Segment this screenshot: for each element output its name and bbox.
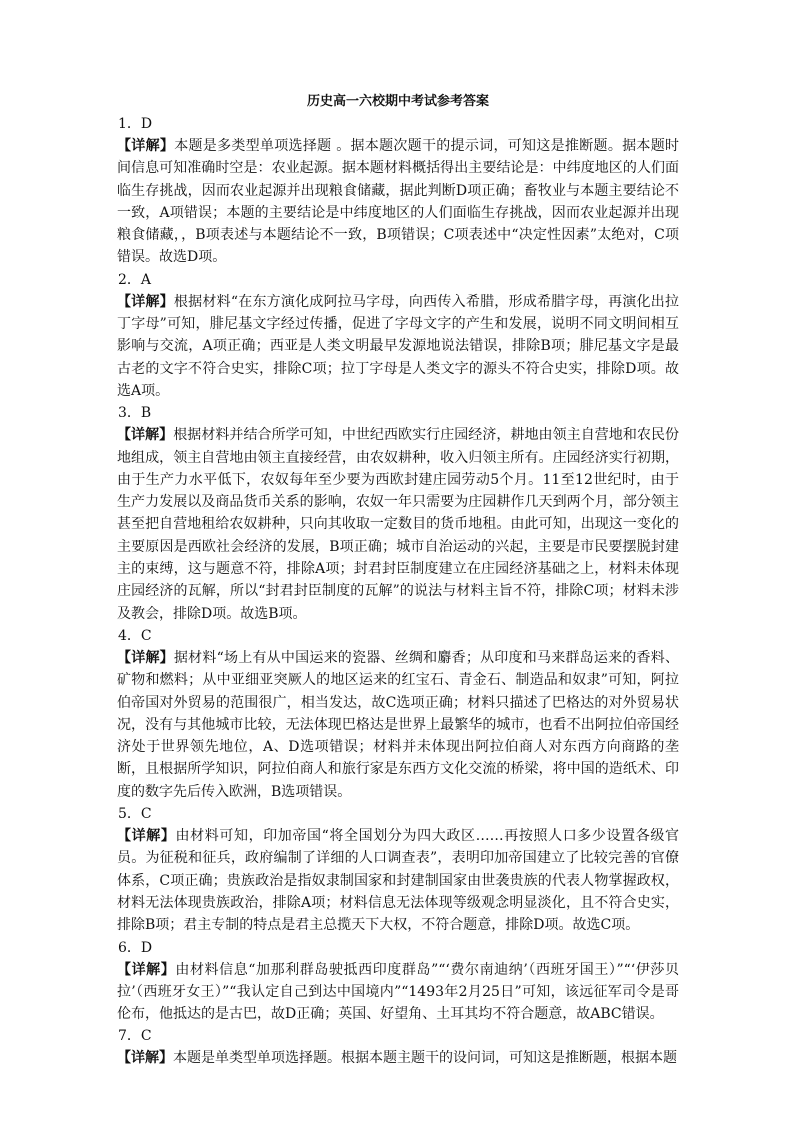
explanation-text: 本题是多类型单项选择题 。据本题次题干的提示词，可知这是推断题。据本题时间信息可知准确时空是：农业起源。据本题材料概括得出主要结论是：中纬度地区的人们面临生存挑战，因而农业起源并出现粮食储藏，据此判断D项正确；畜牧业与本题主要结论不一致，A项错误；本题的主要结论是中纬度地区的人们面临生存挑战，因而农业起源并出现粮食储藏，，B项表述与本题结论不一致，B项错误；C项表述中“决定性因素”太绝对，C项错误。故选D项。 bbox=[117, 138, 679, 266]
question-block bbox=[117, 1025, 679, 1069]
explanation-tag: 【详解】 bbox=[117, 138, 175, 154]
explanation-tag: 【详解】 bbox=[117, 961, 176, 978]
question-block bbox=[117, 402, 679, 625]
question-explanation bbox=[117, 291, 679, 402]
question-explanation bbox=[117, 825, 679, 936]
question-block bbox=[117, 113, 679, 269]
explanation-text: 本题是单类型单项选择题。根据本题主题干的设问词，可知这是推断题，根据本题 bbox=[173, 1050, 677, 1067]
explanation-tag: 【详解】 bbox=[117, 293, 174, 310]
question-explanation bbox=[117, 135, 679, 269]
explanation-tag: 【详解】 bbox=[117, 427, 174, 444]
document-page bbox=[117, 92, 679, 1070]
question-answer: 5．C bbox=[118, 806, 152, 823]
question-block bbox=[117, 625, 679, 803]
document-title: 历史高一六校期中考试参考答案 bbox=[306, 94, 489, 109]
explanation-tag: 【详解】 bbox=[117, 649, 174, 666]
question-answer: 7．C bbox=[118, 1028, 152, 1045]
question-explanation bbox=[117, 647, 679, 803]
explanation-text: 根据材料并结合所学可知，中世纪西欧实行庄园经济，耕地由领主自营地和农民份地组成，领主自营地由领主直接经营，由农奴耕种，收入归领主所有。庄园经济实行初期，由于生产力水平低下，农奴每年至少要为西欧封建庄园劳动5个月。11至12世纪时，由于生产力发展以及商品货币关系的影响，农奴一年只需要为庄园耕作几天到两个月，部分领主甚至把自营地租给农奴耕种，只向其收取一定数目的货币地租。由此可知，出现这一变化的主要原因是西欧社会经济的发展，B项正确；城市自治运动的兴起，主要是市民要摆脱封建主的束缚，这与题意不符，排除A项；封君封臣制度建立在庄园经济基础之上，材料未体现庄园经济的瓦解，所以“封君封臣制度的瓦解”的说法与材料主旨不符，排除C项；材料未涉及教会，排除D项。故选B项。 bbox=[117, 427, 680, 622]
question-explanation bbox=[117, 1047, 679, 1069]
explanation-text: 据材料“场上有从中国运来的瓷器、丝绸和麝香；从印度和马来群岛运来的香料、矿物和燃料；从中亚细亚突厥人的地区运来的红宝石、青金石、制造品和奴隶”可知，阿拉伯帝国对外贸易的范围很广，相当发达，故C选项正确；材料只描述了巴格达的对外贸易状况，没有与其他城市比较，无法体现巴格达是世界上最繁华的城市，也看不出阿拉伯帝国经济处于世界领先地位，A、D选项错误；材料并未体现出阿拉伯商人对东西方向商路的垄断，且根据所学知识，阿拉伯商人和旅行家是东西方文化交流的桥梁，将中国的造纸术、印度的数字先后传入欧洲，B选项错误。 bbox=[117, 649, 680, 800]
question-block bbox=[117, 269, 679, 402]
explanation-text: 根据材料“在东方演化成阿拉马字母，向西传入希腊，形成希腊字母，再演化出拉丁字母”可知，腓尼基文字经过传播，促进了字母文字的产生和发展，说明不同文明间相互影响与交流，A项正确；西亚是人类文明最早发源地说法错误，排除B项；腓尼基文字是最古老的文字不符合史实，排除C项；拉丁字母是人类文字的源头不符合史实，排除D项。故选A项。 bbox=[117, 293, 680, 399]
question-answer: 1．D bbox=[118, 116, 153, 132]
explanation-tag: 【详解】 bbox=[117, 1050, 173, 1067]
explanation-text: 由材料信息“加那利群岛驶抵西印度群岛”“‘费尔南迪纳’（西班牙国王）”“‘伊莎贝拉’（西班牙女王）”“我认定自己到达中国境内”“1493年2月25日”可知，该远征军司令是哥伦布，他抵达的是古巴，故D正确；英国、好望角、土耳其均不符合题意，故ABC错误。 bbox=[117, 961, 680, 1023]
question-block bbox=[117, 937, 679, 1026]
question-explanation bbox=[117, 424, 679, 625]
explanation-text: 由材料可知，印加帝国“将全国划分为四大政区……再按照人口多少设置各级官员。为征税和征兵，政府编制了详细的人口调查表”，表明印加帝国建立了比较完善的官僚体系，C项正确；贵族政治是指奴隶制国家和封建制国家由世袭贵族的代表人物掌握政权，材料无法体现贵族政治，排除A项；材料信息无法体现等级观念明显淡化，且不符合史实，排除B项；君主专制的特点是君主总揽天下大权，不符合题意，排除D项。故选C项。 bbox=[117, 828, 680, 934]
question-answer: 6．D bbox=[118, 939, 153, 956]
question-explanation bbox=[117, 959, 679, 1026]
question-answer: 2．A bbox=[118, 271, 152, 288]
question-answer: 3．B bbox=[118, 405, 152, 422]
question-block bbox=[117, 803, 679, 936]
explanation-tag: 【详解】 bbox=[117, 828, 176, 845]
question-answer: 4．C bbox=[118, 627, 152, 644]
